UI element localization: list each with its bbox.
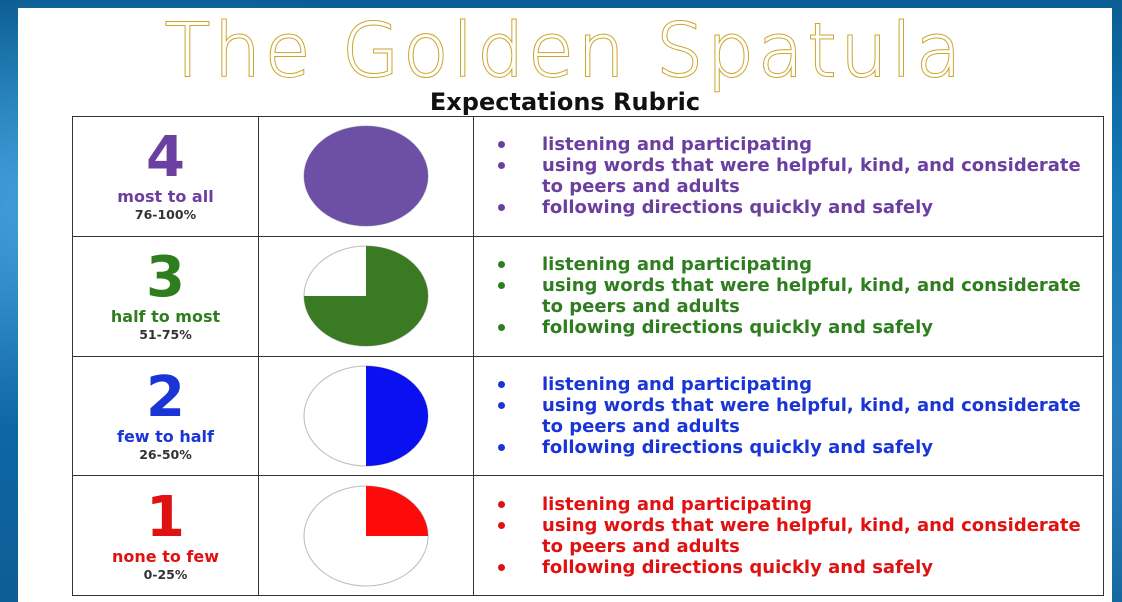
criteria-item <box>498 494 1103 515</box>
bullet-icon <box>498 162 505 169</box>
bullet-icon <box>498 522 505 529</box>
bullet-icon <box>498 204 505 211</box>
pie-chart <box>302 364 430 468</box>
bullet-icon <box>498 501 505 508</box>
criteria-text: listening and participating <box>542 134 812 156</box>
criteria-item <box>498 275 1103 317</box>
bullet-icon <box>498 324 505 331</box>
criteria-text: following directions quickly and safely <box>542 556 934 578</box>
criteria-item <box>498 374 1103 395</box>
score-cell <box>73 476 259 596</box>
pie-cell <box>259 117 474 237</box>
criteria-item <box>498 317 1103 338</box>
score-number: 2 <box>146 364 185 430</box>
rubric-table <box>72 116 1104 596</box>
criteria-list <box>474 494 1103 578</box>
criteria-text: using words that were helpful, kind, and considerate to peers and adults <box>542 514 1081 557</box>
score-number: 4 <box>146 125 185 191</box>
criteria-text: following directions quickly and safely <box>542 317 934 339</box>
rubric-row <box>73 236 1104 356</box>
score-label: none to few <box>112 546 219 566</box>
criteria-cell <box>474 236 1104 356</box>
criteria-item <box>498 395 1103 437</box>
pie-cell <box>259 236 474 356</box>
criteria-list <box>474 374 1103 458</box>
score-percent: 76-100% <box>134 207 197 223</box>
rubric-row <box>73 476 1104 596</box>
pie-cell <box>259 476 474 596</box>
pie-chart <box>302 244 430 348</box>
criteria-text: following directions quickly and safely <box>542 436 934 458</box>
bullet-icon <box>498 282 505 289</box>
score-number: 3 <box>146 245 185 311</box>
score-percent: 51-75% <box>139 327 192 343</box>
score-cell <box>73 117 259 237</box>
criteria-item <box>498 254 1103 275</box>
score-label: few to half <box>116 426 214 446</box>
score-percent: 0-25% <box>143 566 188 582</box>
bullet-icon <box>498 141 505 148</box>
pie-slice <box>304 126 428 226</box>
page-title: The Golden Spatula <box>164 8 966 94</box>
score-cell <box>73 356 259 476</box>
bullet-icon <box>498 564 505 571</box>
criteria-item <box>498 437 1103 458</box>
pie-slice <box>366 486 428 536</box>
score-label: most to all <box>117 187 214 207</box>
score-percent: 26-50% <box>139 446 192 462</box>
criteria-cell <box>474 476 1104 596</box>
pie-chart <box>302 124 430 228</box>
criteria-list <box>474 254 1103 338</box>
criteria-item <box>498 557 1103 578</box>
rubric-card <box>18 8 1112 602</box>
criteria-text: listening and participating <box>542 493 812 515</box>
bullet-icon <box>498 402 505 409</box>
criteria-list <box>474 134 1103 218</box>
criteria-text: listening and participating <box>542 373 812 395</box>
bullet-icon <box>498 381 505 388</box>
score-cell <box>73 236 259 356</box>
criteria-item <box>498 134 1103 155</box>
pie-cell <box>259 356 474 476</box>
rubric-subtitle: Expectations Rubric <box>429 88 701 116</box>
rubric-row <box>73 117 1104 237</box>
pie-chart <box>302 484 430 588</box>
criteria-text: using words that were helpful, kind, and considerate to peers and adults <box>542 394 1081 437</box>
score-label: half to most <box>110 307 221 327</box>
criteria-text: using words that were helpful, kind, and considerate to peers and adults <box>542 155 1081 198</box>
criteria-text: following directions quickly and safely <box>542 197 934 219</box>
criteria-cell <box>474 356 1104 476</box>
criteria-text: listening and participating <box>542 254 812 276</box>
criteria-item <box>498 515 1103 557</box>
criteria-text: using words that were helpful, kind, and considerate to peers and adults <box>542 275 1081 318</box>
pie-slice <box>366 366 428 466</box>
bullet-icon <box>498 261 505 268</box>
criteria-item <box>498 197 1103 218</box>
score-number: 1 <box>146 484 185 550</box>
criteria-cell <box>474 117 1104 237</box>
bullet-icon <box>498 444 505 451</box>
rubric-row <box>73 356 1104 476</box>
criteria-item <box>498 155 1103 197</box>
